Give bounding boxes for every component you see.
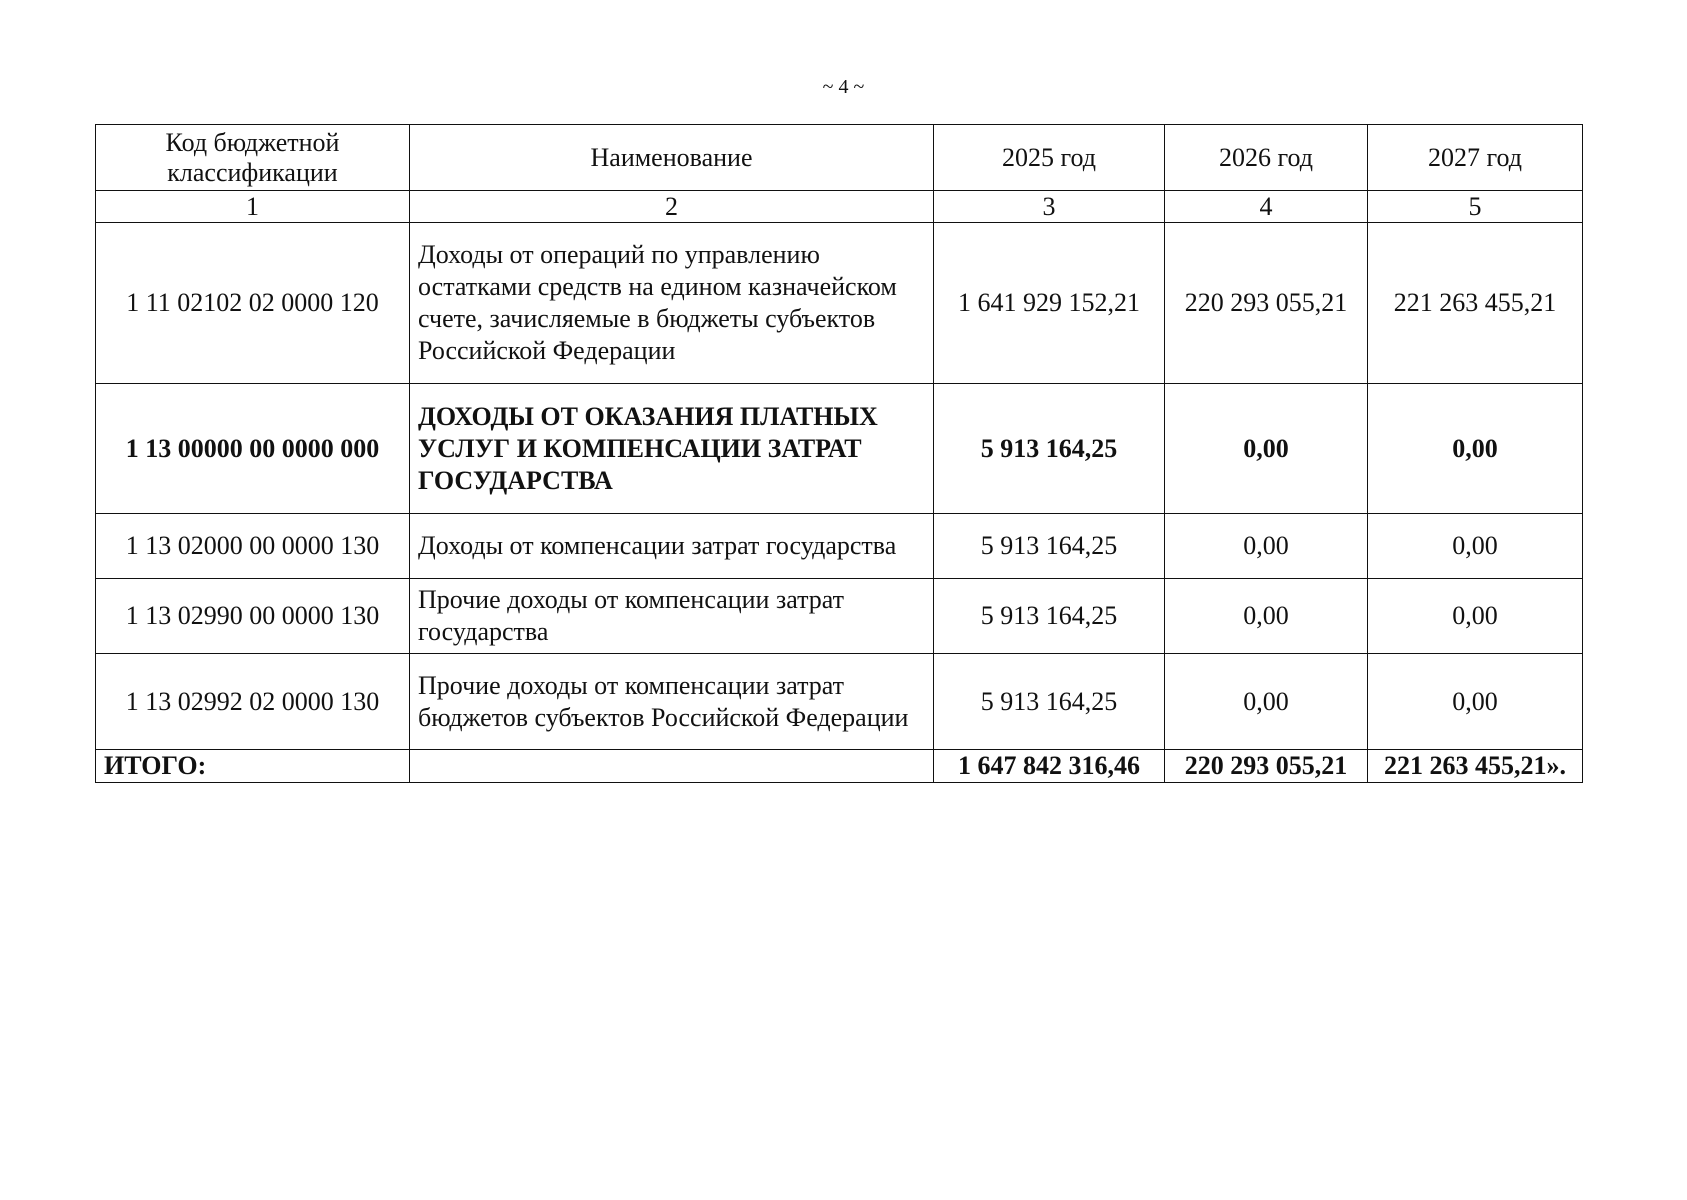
amount-2027-cell: 0,00: [1368, 579, 1583, 654]
header-name: Наименование: [410, 125, 934, 191]
table-row: [96, 654, 1583, 750]
column-number-row: [96, 191, 1583, 223]
column-number: 4: [1165, 191, 1368, 223]
page-number: ~ 4 ~: [822, 76, 865, 98]
amount-2025-cell: 1 641 929 152,21: [934, 223, 1165, 384]
amount-2027-cell: 0,00: [1368, 654, 1583, 750]
amount-2027-cell: 0,00: [1368, 384, 1583, 514]
column-number: 2: [410, 191, 934, 223]
amount-2025-cell: 5 913 164,25: [934, 654, 1165, 750]
table-header-row: [96, 125, 1583, 191]
budget-code-cell: 1 13 00000 00 0000 000: [96, 384, 410, 514]
table-row: [96, 579, 1583, 654]
amount-2025-cell: 5 913 164,25: [934, 579, 1165, 654]
revenue-name-cell: ДОХОДЫ ОТ ОКАЗАНИЯ ПЛАТНЫХ УСЛУГ И КОМПЕНСАЦИИ ЗАТРАТ ГОСУДАРСТВА: [410, 384, 934, 514]
revenue-name-cell: Доходы от операций по управлению остатками средств на едином казначейском счете, зачисляемые в бюджеты субъектов Российской Федерации: [410, 223, 934, 384]
amount-2027-cell: 0,00: [1368, 514, 1583, 579]
column-number: 1: [96, 191, 410, 223]
revenue-name-cell: Прочие доходы от компенсации затрат бюджетов субъектов Российской Федерации: [410, 654, 934, 750]
amount-2025-cell: 5 913 164,25: [934, 514, 1165, 579]
revenue-name-cell: Прочие доходы от компенсации затрат государства: [410, 579, 934, 654]
amount-2026-cell: 0,00: [1165, 384, 1368, 514]
total-2027-cell: 221 263 455,21».: [1368, 750, 1583, 783]
amount-2026-cell: 0,00: [1165, 514, 1368, 579]
budget-code-cell: 1 11 02102 02 0000 120: [96, 223, 410, 384]
header-2025: 2025 год: [934, 125, 1165, 191]
table-row-section-heading: [96, 384, 1583, 514]
amount-2026-cell: 0,00: [1165, 654, 1368, 750]
column-number: 5: [1368, 191, 1583, 223]
table-row: [96, 514, 1583, 579]
header-code: Код бюджетной классификации: [96, 125, 410, 191]
total-name-cell: [410, 750, 934, 783]
budget-code-cell: 1 13 02992 02 0000 130: [96, 654, 410, 750]
amount-2025-cell: 5 913 164,25: [934, 384, 1165, 514]
amount-2026-cell: 220 293 055,21: [1165, 223, 1368, 384]
total-2026-cell: 220 293 055,21: [1165, 750, 1368, 783]
header-2027: 2027 год: [1368, 125, 1583, 191]
total-row: [96, 750, 1583, 783]
amount-2027-cell: 221 263 455,21: [1368, 223, 1583, 384]
column-number: 3: [934, 191, 1165, 223]
total-2025-cell: 1 647 842 316,46: [934, 750, 1165, 783]
table-row: [96, 223, 1583, 384]
budget-code-cell: 1 13 02990 00 0000 130: [96, 579, 410, 654]
total-label: ИТОГО:: [96, 750, 410, 783]
header-2026: 2026 год: [1165, 125, 1368, 191]
amount-2026-cell: 0,00: [1165, 579, 1368, 654]
budget-code-cell: 1 13 02000 00 0000 130: [96, 514, 410, 579]
budget-revenue-table: [95, 124, 1583, 783]
revenue-name-cell: Доходы от компенсации затрат государства: [410, 514, 934, 579]
